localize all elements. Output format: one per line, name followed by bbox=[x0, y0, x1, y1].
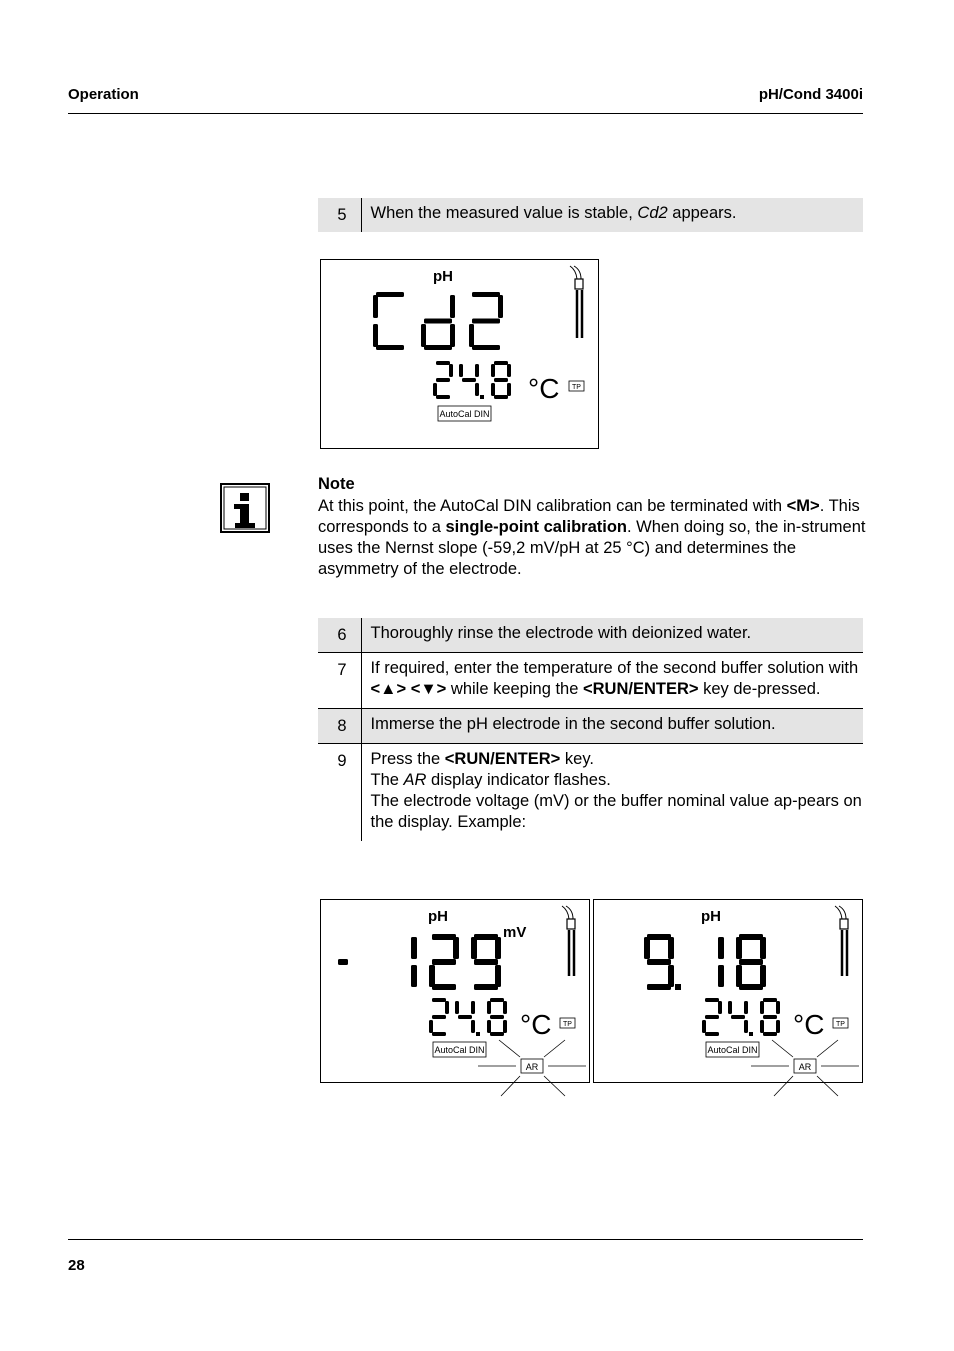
lcd-segment-b bbox=[450, 295, 455, 318]
lcd-segment-d bbox=[705, 1032, 719, 1036]
key-down: <▼> bbox=[410, 680, 447, 698]
step-text: Thoroughly rinse the electrode with deionized water. bbox=[361, 618, 863, 653]
lcd-main-digits bbox=[338, 934, 501, 990]
lcd-segment-a bbox=[705, 998, 719, 1002]
lcd-segment-d bbox=[436, 395, 450, 399]
lcd-segment-b bbox=[449, 364, 453, 377]
lcd-segment-g bbox=[472, 319, 500, 324]
lcd-segment-b bbox=[776, 1001, 780, 1014]
lcd-segment-b bbox=[471, 1001, 475, 1014]
autocal-din-indicator: AutoCal DIN bbox=[434, 1045, 485, 1055]
step-text-part: If required, enter the temperature of the second buffer solution with bbox=[370, 659, 859, 677]
lcd-segment-b bbox=[498, 295, 503, 318]
lcd-temp-digits bbox=[433, 361, 511, 399]
lcd-segment-e bbox=[760, 1020, 764, 1033]
step-number: 8 bbox=[318, 709, 361, 744]
electrode-icon bbox=[570, 266, 583, 338]
lcd-segment-e bbox=[469, 324, 474, 347]
lcd-display-cd2 bbox=[320, 259, 599, 449]
key-run-enter: <RUN/ENTER> bbox=[444, 750, 561, 768]
lcd-segment-f bbox=[728, 1001, 732, 1014]
step-text-part: appears. bbox=[667, 204, 737, 222]
unit-ph-label: pH bbox=[433, 268, 453, 285]
lcd-segment-b bbox=[411, 937, 417, 959]
header-product-name: pH/Cond 3400i bbox=[758, 86, 863, 103]
lcd-decimal-point bbox=[476, 1032, 480, 1036]
lcd-segment-e bbox=[487, 1020, 491, 1033]
step-line bbox=[371, 770, 864, 791]
lcd-segment-g bbox=[458, 1015, 472, 1019]
lcd-segment-a bbox=[436, 361, 450, 365]
lcd-segment-c bbox=[776, 1020, 780, 1033]
lcd-segment-d bbox=[432, 1032, 446, 1036]
lcd-segment-g bbox=[338, 959, 348, 965]
lcd-segment-f bbox=[459, 364, 463, 377]
lcd-decimal-point bbox=[480, 395, 484, 399]
lcd-segment-g bbox=[731, 1015, 745, 1019]
lcd-segment-g bbox=[739, 959, 763, 965]
lcd-temp-digits bbox=[702, 998, 780, 1036]
footer-rule bbox=[68, 1239, 863, 1240]
lcd-segment-f bbox=[373, 295, 378, 318]
lcd-segment-g bbox=[436, 378, 450, 382]
lcd-segment-d bbox=[376, 345, 404, 350]
note-title: Note bbox=[318, 475, 355, 493]
temp-unit-label: °C bbox=[793, 1009, 825, 1040]
step-number: 6 bbox=[318, 618, 361, 653]
temp-unit-label: °C bbox=[520, 1009, 552, 1040]
lcd-decimal-point bbox=[675, 984, 681, 990]
lcd-segment-d bbox=[763, 1032, 777, 1036]
step-number: 5 bbox=[318, 198, 361, 232]
step-row bbox=[318, 709, 863, 744]
lcd-segment-a bbox=[490, 998, 504, 1002]
lcd-segment-a bbox=[763, 998, 777, 1002]
lcd-segment-a bbox=[739, 934, 763, 940]
display-indicator-name: AR bbox=[403, 771, 427, 789]
lcd-segment-f bbox=[455, 1001, 459, 1014]
lcd-display-svg bbox=[594, 900, 862, 1082]
lcd-segment-c bbox=[411, 965, 417, 987]
lcd-segment-g bbox=[462, 378, 476, 382]
lcd-segment-e bbox=[429, 965, 435, 987]
lcd-segment-e bbox=[429, 1020, 433, 1033]
autocal-din-indicator: AutoCal DIN bbox=[439, 409, 490, 419]
autocal-din-indicator: AutoCal DIN bbox=[707, 1045, 758, 1055]
step-text bbox=[361, 653, 863, 709]
step-text-part: while keeping the bbox=[446, 680, 583, 698]
lcd-segment-d bbox=[490, 1032, 504, 1036]
note-emphasis: single-point calibration bbox=[445, 518, 628, 536]
lcd-segment-a bbox=[647, 934, 671, 940]
lcd-segment-e bbox=[491, 383, 495, 396]
lcd-segment-e bbox=[736, 965, 742, 987]
lcd-temp-digits bbox=[429, 998, 507, 1036]
step-text-part: The bbox=[370, 771, 404, 789]
lcd-segment-d bbox=[494, 395, 508, 399]
electrode-icon bbox=[562, 906, 575, 976]
step-line bbox=[371, 749, 864, 770]
step-text-part: Press the bbox=[370, 750, 445, 768]
lcd-segment-c bbox=[471, 1020, 475, 1033]
info-icon bbox=[220, 483, 270, 533]
lcd-segment-f bbox=[471, 937, 477, 959]
electrode-icon bbox=[835, 906, 848, 976]
lcd-segment-b bbox=[744, 1001, 748, 1014]
lcd-segment-f bbox=[644, 937, 650, 959]
lcd-segment-b bbox=[668, 937, 674, 959]
lcd-segment-g bbox=[424, 319, 452, 324]
note-text: At this point, the AutoCal DIN calibration can be terminated with bbox=[318, 497, 787, 515]
lcd-segment-c bbox=[718, 965, 724, 987]
step-number: 7 bbox=[318, 653, 361, 709]
lcd-segment-a bbox=[494, 361, 508, 365]
lcd-segment-g bbox=[474, 959, 498, 965]
lcd-segment-g bbox=[432, 959, 456, 965]
lcd-segment-a bbox=[376, 292, 404, 297]
note-text: . When doing so, the in-strument uses the Nernst slope (-59,2 mV/pH at 25 °C) and determines the asymmetry of the electrode. bbox=[318, 518, 866, 578]
lcd-segment-d bbox=[474, 984, 498, 990]
lcd-segment-d bbox=[432, 984, 456, 990]
step-text-part: key de-pressed. bbox=[698, 680, 821, 698]
step-table-6-9 bbox=[318, 618, 863, 841]
step-text-part: key. bbox=[560, 750, 594, 768]
lcd-segment-e bbox=[421, 324, 426, 347]
key-m: <M> bbox=[786, 497, 820, 515]
lcd-segment-b bbox=[760, 937, 766, 959]
step-text bbox=[361, 744, 863, 842]
lcd-segment-d bbox=[424, 345, 452, 350]
lcd-segment-b bbox=[507, 364, 511, 377]
page-number: 28 bbox=[68, 1257, 85, 1274]
step-row bbox=[318, 653, 863, 709]
step-row bbox=[318, 198, 863, 232]
step-table-5 bbox=[318, 198, 863, 232]
display-code: Cd2 bbox=[637, 204, 668, 222]
lcd-display-buffer bbox=[593, 899, 863, 1083]
lcd-segment-a bbox=[474, 934, 498, 940]
lcd-segment-d bbox=[472, 345, 500, 350]
lcd-display-svg bbox=[321, 900, 589, 1082]
step-text-part: display indicator flashes. bbox=[426, 771, 611, 789]
lcd-segment-c bbox=[668, 965, 674, 987]
key-run-enter: <RUN/ENTER> bbox=[583, 680, 699, 698]
step-text bbox=[361, 198, 863, 232]
lcd-segment-c bbox=[475, 383, 479, 396]
lcd-main-digits bbox=[644, 934, 766, 990]
step-row bbox=[318, 744, 863, 842]
lcd-segment-c bbox=[760, 965, 766, 987]
lcd-segment-g bbox=[490, 1015, 504, 1019]
lcd-segment-b bbox=[495, 937, 501, 959]
temp-unit-label: °C bbox=[528, 373, 560, 404]
lcd-segment-g bbox=[763, 1015, 777, 1019]
lcd-segment-c bbox=[450, 324, 455, 347]
lcd-display-mv bbox=[320, 899, 590, 1083]
lcd-segment-b bbox=[718, 1001, 722, 1014]
unit-ph-label: pH bbox=[701, 908, 721, 925]
lcd-segment-g bbox=[647, 959, 671, 965]
lcd-display-svg bbox=[321, 260, 598, 448]
note-body bbox=[318, 496, 868, 580]
header-rule bbox=[68, 113, 863, 114]
lcd-segment-b bbox=[445, 1001, 449, 1014]
lcd-segment-d bbox=[647, 984, 671, 990]
ar-indicator: AR bbox=[798, 1062, 812, 1072]
unit-mv-label: mV bbox=[503, 924, 527, 941]
lcd-segment-c bbox=[495, 965, 501, 987]
tp-indicator: TP bbox=[836, 1021, 845, 1028]
lcd-segment-c bbox=[503, 1020, 507, 1033]
lcd-segment-e bbox=[373, 324, 378, 347]
lcd-segment-a bbox=[472, 292, 500, 297]
key-up: <▲> bbox=[370, 680, 407, 698]
lcd-segment-g bbox=[432, 1015, 446, 1019]
lcd-segment-f bbox=[487, 1001, 491, 1014]
lcd-segment-f bbox=[760, 1001, 764, 1014]
lcd-segment-f bbox=[491, 364, 495, 377]
header-section-title: Operation bbox=[68, 86, 139, 103]
step-row bbox=[318, 618, 863, 653]
lcd-segment-c bbox=[744, 1020, 748, 1033]
lcd-segment-c bbox=[507, 383, 511, 396]
lcd-segment-b bbox=[475, 364, 479, 377]
step-number: 9 bbox=[318, 744, 361, 842]
lcd-segment-b bbox=[453, 937, 459, 959]
lcd-segment-a bbox=[432, 934, 456, 940]
step-line: The electrode voltage (mV) or the buffer nominal value ap-pears on the display. Example: bbox=[370, 792, 862, 831]
tp-indicator: TP bbox=[572, 384, 581, 391]
unit-ph-label: pH bbox=[428, 908, 448, 925]
tp-indicator: TP bbox=[563, 1021, 572, 1028]
lcd-segment-d bbox=[739, 984, 763, 990]
lcd-segment-e bbox=[433, 383, 437, 396]
step-text-part: When the measured value is stable, bbox=[370, 204, 638, 222]
lcd-segment-e bbox=[702, 1020, 706, 1033]
ar-indicator: AR bbox=[525, 1062, 539, 1072]
lcd-segment-a bbox=[432, 998, 446, 1002]
lcd-main-digits bbox=[373, 292, 503, 350]
lcd-decimal-point bbox=[749, 1032, 753, 1036]
lcd-segment-b bbox=[718, 937, 724, 959]
lcd-segment-f bbox=[736, 937, 742, 959]
step-text: Immerse the pH electrode in the second buffer solution. bbox=[361, 709, 863, 744]
note-text: . This corresponds to a bbox=[318, 497, 860, 536]
lcd-segment-g bbox=[494, 378, 508, 382]
lcd-segment-b bbox=[503, 1001, 507, 1014]
lcd-segment-g bbox=[705, 1015, 719, 1019]
